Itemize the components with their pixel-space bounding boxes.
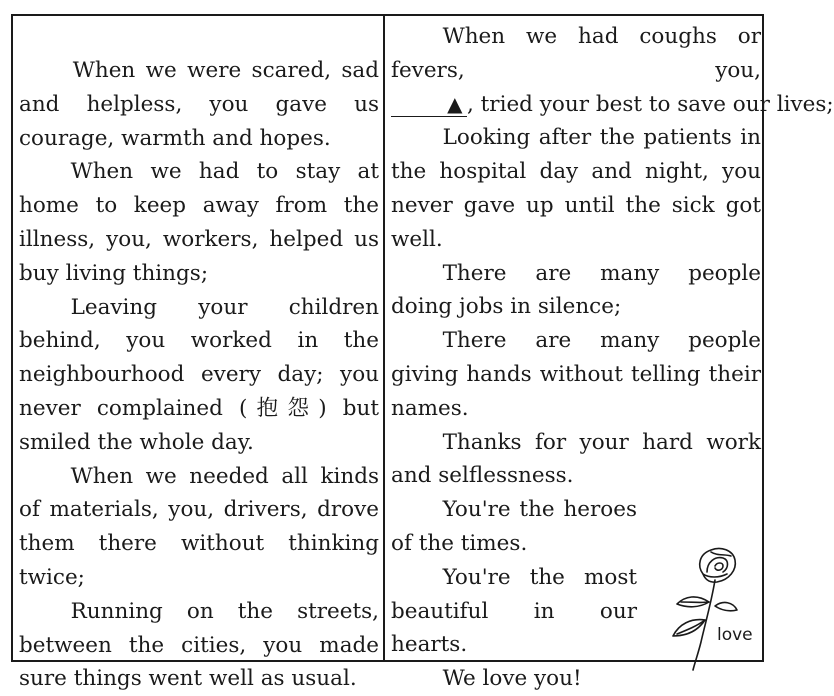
left-column <box>19 16 379 696</box>
paragraph-names: There are many people giving hands without telling their names. <box>391 328 761 421</box>
paragraph-neighbourhood: Leaving your children behind, you worked in the neighbourhood every day; you never complained (抱怨) but smiled the whole day. <box>19 294 379 455</box>
answer-blank <box>391 93 467 117</box>
column-divider <box>383 16 385 660</box>
paragraph-silence: There are many people doing jobs in silence; <box>391 260 761 320</box>
paragraph-hospital: Looking after the patients in the hospital day and night, you never gave up until the sick got well. <box>391 125 761 252</box>
coughs-text-before: When we had coughs or fevers, you, <box>391 24 761 83</box>
poem-sheet <box>11 14 834 692</box>
paragraph-workers: When we had to stay at home to keep away from the illness, you, workers, helped us buy living things; <box>19 159 379 286</box>
rose-icon <box>663 544 758 674</box>
paragraph-thanks: Thanks for your hard work and selflessness. <box>391 429 761 489</box>
right-column <box>391 16 834 696</box>
paragraph-beautiful: You're the most beautiful in our hearts. <box>391 564 637 658</box>
paragraph-we-love-you: We love you! <box>442 666 582 692</box>
paragraph-drivers: When we needed all kinds of materials, you, drivers, drove them there without thinking twice; <box>19 463 379 590</box>
love-label: love <box>717 625 753 646</box>
coughs-text-after: , tried your best to save our lives; <box>467 91 834 117</box>
paragraph-scared: When we were scared, sad and helpless, you gave us courage, warmth and hopes. <box>19 58 379 151</box>
triangle-marker-icon: ▲ <box>447 91 463 116</box>
paragraph-streets: Running on the streets, between the cities, you made sure things went well as usual. <box>19 598 379 692</box>
paragraph-heroes: You're the heroes of the times. <box>391 497 637 556</box>
paragraph-coughs <box>391 20 834 121</box>
